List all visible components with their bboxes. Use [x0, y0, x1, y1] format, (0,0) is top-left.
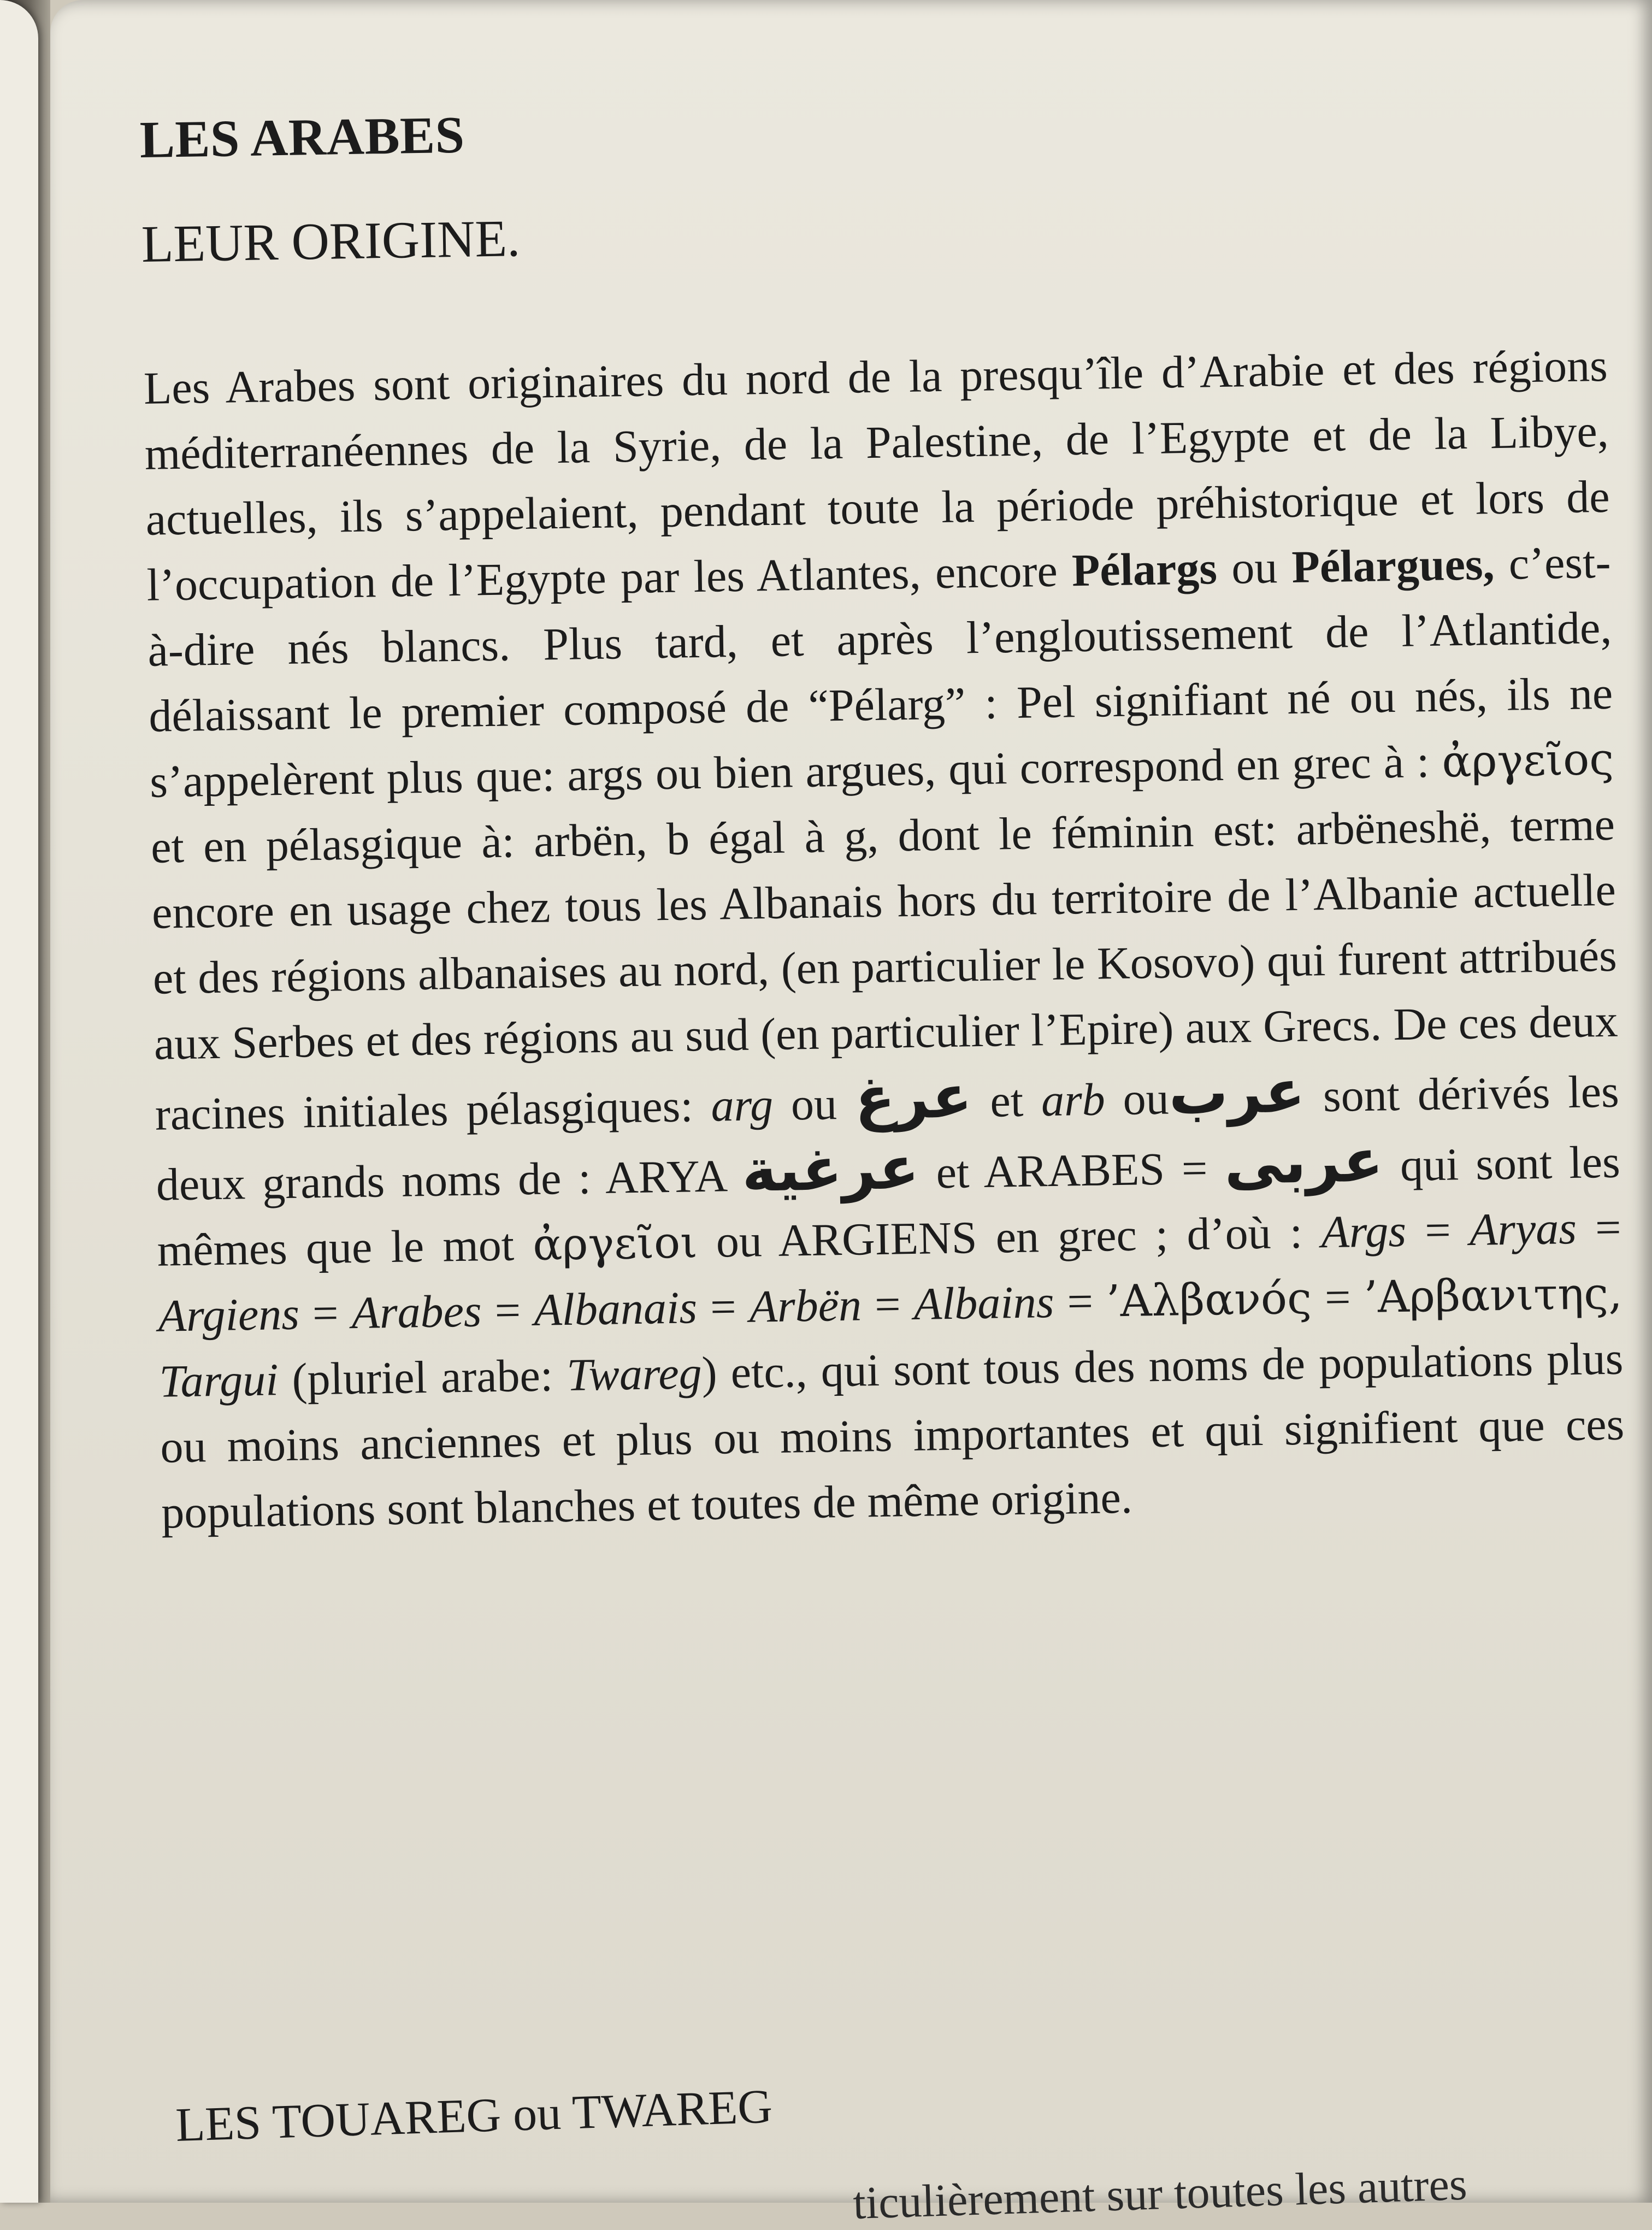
italic-term: Albains — [913, 1276, 1055, 1330]
text-run: ou — [1104, 1073, 1170, 1125]
italic-term: Args — [1320, 1205, 1407, 1258]
text-run: = — [1311, 1272, 1365, 1324]
text-run: = — [1053, 1276, 1107, 1328]
italic-term: Argiens — [157, 1288, 300, 1342]
facing-page-edge — [0, 0, 38, 2203]
greek-word: ’Αρβανιτης, — [1363, 1267, 1623, 1323]
bold-term: Pélargs — [1071, 543, 1218, 597]
greek-word: ἀργεῖος — [1441, 733, 1614, 787]
text-run: = — [1406, 1205, 1470, 1256]
arabic-word: عرب — [1168, 1057, 1306, 1128]
text-run: = — [481, 1284, 535, 1337]
italic-term: Aryas — [1469, 1202, 1577, 1256]
cutoff-text-line: ticulièrement sur toutes les autres — [852, 2158, 1468, 2229]
text-run: Les Arabes sont originaires du nord de la presqu’île d’Arabie et des régions méditerranéennes de la Syrie, de la Palestine, de l’Egypte et de la Libye, actuelles, ils s’appelaient, pendant toute la période préhistorique et lors de l’occupation de l’Egypte par les Atlantes, encore — [143, 340, 1610, 611]
text-run: ou ARGIENS en grec ; d’où : — [697, 1207, 1322, 1268]
italic-term: Arbën — [748, 1279, 862, 1332]
text-run: et — [971, 1075, 1042, 1128]
section-subheading: LEUR ORIGINE. — [141, 209, 521, 273]
text-run: (pluriel arabe: — [278, 1350, 567, 1406]
greek-word: ’Αλβανός — [1106, 1272, 1312, 1327]
italic-term: Twareg — [566, 1348, 703, 1401]
italic-term: arb — [1041, 1074, 1106, 1126]
text-run: = — [861, 1279, 914, 1331]
arabic-word: عرغية — [741, 1134, 920, 1205]
italic-term: Albanais — [533, 1282, 698, 1336]
text-run: = — [299, 1288, 352, 1340]
text-run: et ARABES = — [918, 1143, 1225, 1199]
greek-word: ἀργεῖοι — [532, 1217, 698, 1270]
arabic-word: عرغ — [854, 1063, 973, 1133]
italic-term: arg — [710, 1079, 774, 1131]
text-run: ou — [1217, 541, 1293, 594]
chapter-heading: LES ARABES — [139, 105, 465, 169]
next-section-heading: LES TOUAREG ou TWAREG — [175, 2080, 774, 2152]
text-run: c’est-à-dire nés blancs. Plus tard, et après l’engloutissement de l’Atlantide, délaissant le premier composé de “Pélarg” : Pel signifiant né ou nés, ils ne s’appelèrent plus que: args ou bien argues, qui correspond en grec à : — [147, 536, 1613, 807]
italic-term: Arabes — [351, 1285, 482, 1339]
text-run: qui sont les mêmes que le mot — [157, 1136, 1621, 1276]
body-paragraph — [143, 333, 1626, 1546]
text-run: et en pélasgique à: arbën, b égal à g, dont le féminin est: arbëneshë, terme encore en usage chez tous les Albanais hors du territoire de l’Albanie actuelle et des régions albanaises au nord, (en particulier le Kosovo) qui furent attribués aux Serbes et des régions au sud (en particulier l’Epire) aux Grecs. De ces deux racines initiales pélasgiques: — [150, 799, 1619, 1140]
bold-term: Pélargues, — [1291, 539, 1495, 593]
text-run: ) etc., qui sont tous des noms de populations plus ou moins anciennes et plus ou moins importantes et qui signifient que ces populations sont blanches et toutes de même origine. — [160, 1333, 1625, 1538]
text-run: ou — [772, 1078, 856, 1130]
text-run: sont dérivés les deux grands noms de : ARYA — [156, 1066, 1620, 1211]
text-run: = — [1576, 1202, 1622, 1254]
arabic-word: عربى — [1224, 1126, 1384, 1198]
page-content — [139, 86, 1637, 1592]
italic-term: Targui — [158, 1354, 279, 1407]
book-gutter — [0, 0, 50, 2203]
text-run: = — [697, 1281, 750, 1334]
